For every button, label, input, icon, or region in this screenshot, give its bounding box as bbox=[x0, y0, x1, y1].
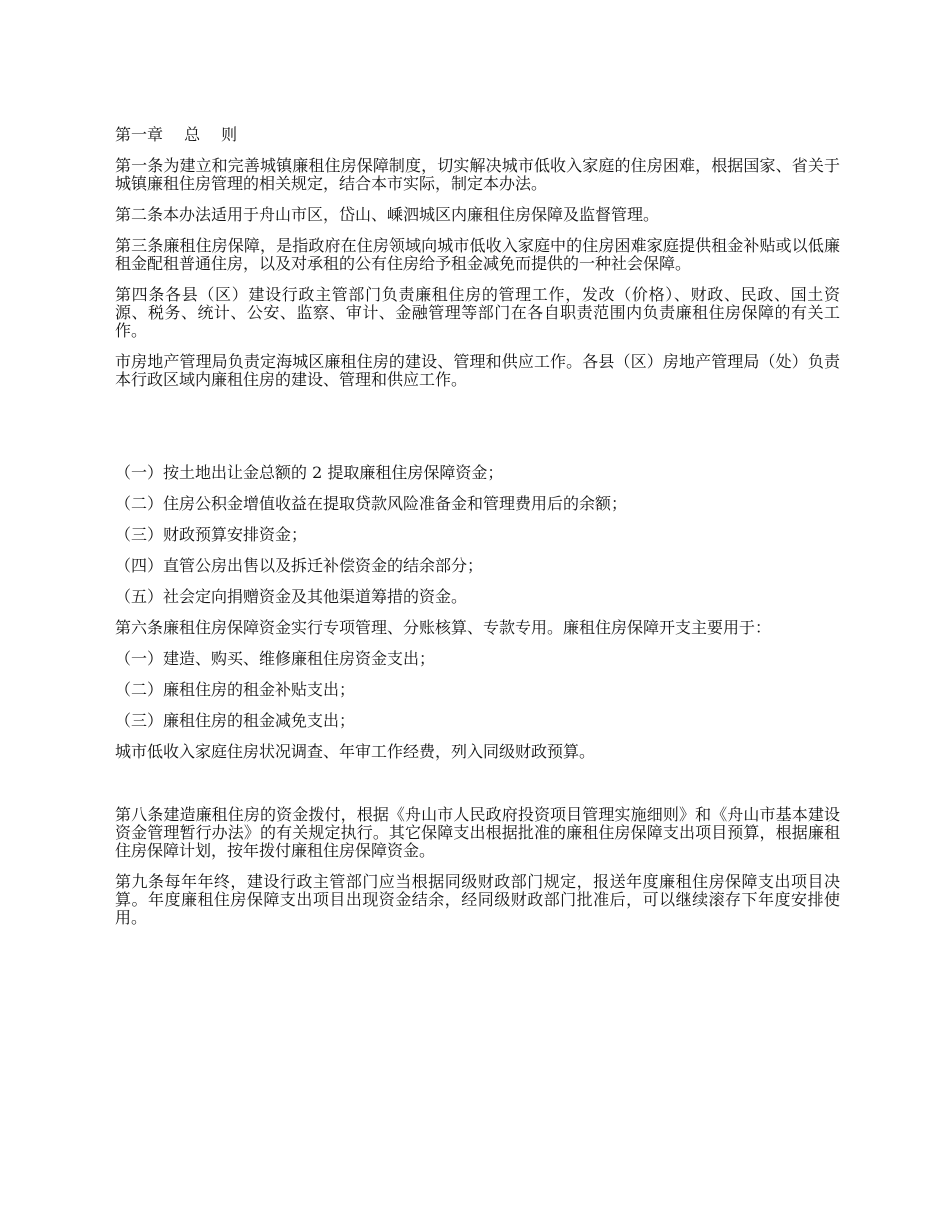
article-three: 第三条廉租住房保障，是指政府在住房领域向城市低收入家庭中的住房困难家庭提供租金补贴或以低廉租金配租普通住房，以及对承租的公有住房给予租金减免而提供的一种社会保障。 bbox=[115, 236, 840, 273]
funding-source-item: （三）财政预算安排资金； bbox=[115, 525, 308, 544]
chapter-title: 第一章 总 则 bbox=[115, 125, 238, 144]
article-nine: 第九条每年年终，建设行政主管部门应当根据同级财政部门规定，报送年度廉租住房保障支出项目决算。年度廉租住房保障支出项目出现资金结余，经同级财政部门批准后，可以继续滚存下年度安排使用。 bbox=[115, 872, 840, 927]
budget-note: 城市低收入家庭住房状况调查、年审工作经费，列入同级财政预算。 bbox=[115, 742, 596, 761]
document-page bbox=[115, 126, 840, 940]
housing-bureau-paragraph: 市房地产管理局负责定海城区廉租住房的建设、管理和供应工作。各县（区）房地产管理局（处）负责本行政区域内廉租住房的建设、管理和供应工作。 bbox=[115, 352, 840, 389]
article-two: 第二条本办法适用于舟山市区，岱山、嵊泗城区内廉租住房保障及监督管理。 bbox=[115, 205, 660, 224]
article-eight: 第八条建造廉租住房的资金拨付，根据《舟山市人民政府投资项目管理实施细则》和《舟山市基本建设资金管理暂行办法》的有关规定执行。其它保障支出根据批准的廉租住房保障支出项目预算，根据廉租住房保障计划，按年拨付廉租住房保障资金。 bbox=[115, 805, 840, 860]
expenditure-item: （二）廉租住房的租金补贴支出； bbox=[115, 680, 356, 699]
expenditure-item: （三）廉租住房的租金减免支出； bbox=[115, 711, 356, 730]
blank-gap bbox=[115, 774, 840, 806]
article-one: 第一条为建立和完善城镇廉租住房保障制度，切实解决城市低收入家庭的住房困难，根据国家、省关于城镇廉租住房管理的相关规定，结合本市实际，制定本办法。 bbox=[115, 156, 840, 193]
funding-source-item: （一）按土地出让金总额的 2 提取廉租住房保障资金； bbox=[115, 463, 504, 482]
blank-gap bbox=[115, 402, 840, 464]
funding-source-item: （二）住房公积金增值收益在提取贷款风险准备金和管理费用后的余额； bbox=[115, 494, 628, 513]
article-four: 第四条各县（区）建设行政主管部门负责廉租住房的管理工作，发改（价格）、财政、民政、国土资源、税务、统计、公安、监察、审计、金融管理等部门在各自职责范围内负责廉租住房保障的有关工作。 bbox=[115, 285, 840, 340]
expenditure-item: （一）建造、购买、维修廉租住房资金支出； bbox=[115, 649, 436, 668]
funding-source-item: （四）直管公房出售以及拆迁补偿资金的结余部分； bbox=[115, 556, 484, 575]
article-six: 第六条廉租住房保障资金实行专项管理、分账核算、专款专用。廉租住房保障开支主要用于： bbox=[115, 618, 772, 637]
funding-source-item: （五）社会定向捐赠资金及其他渠道筹措的资金。 bbox=[115, 587, 468, 606]
